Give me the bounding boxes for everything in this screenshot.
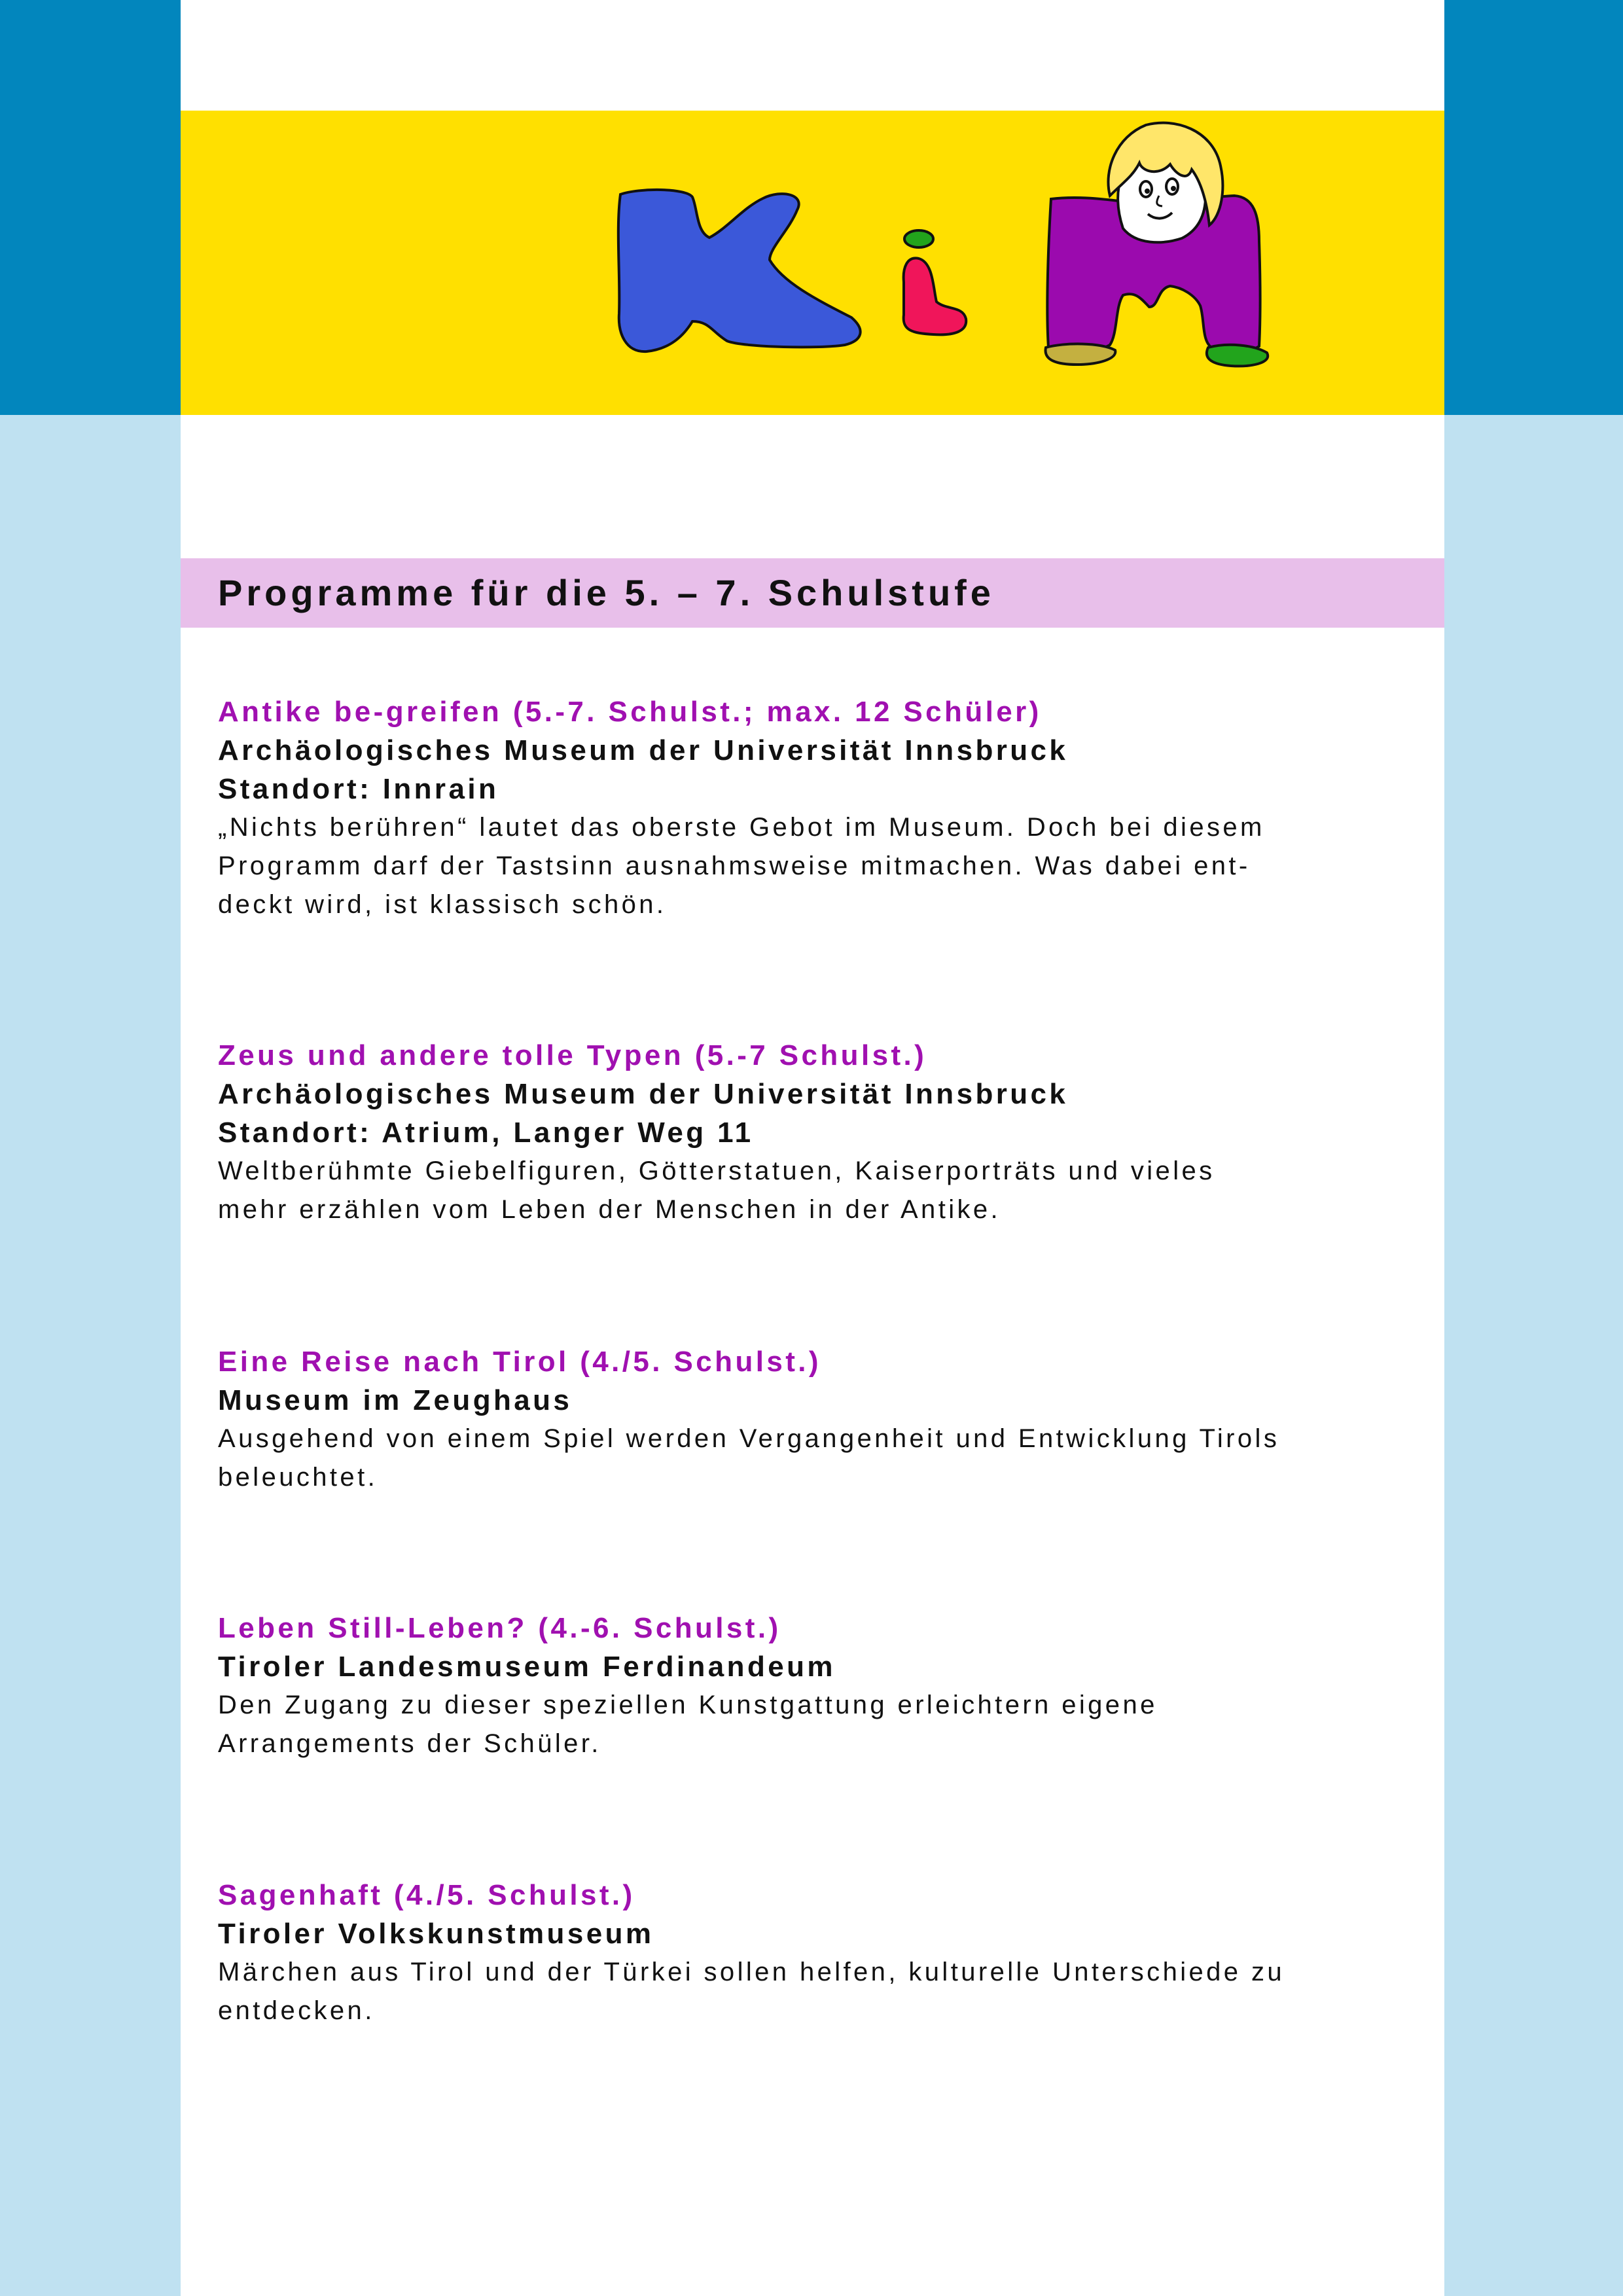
program-title: Leben Still-Leben? (4.-6. Schulst.) bbox=[218, 1612, 781, 1644]
logo-right-foot bbox=[1207, 345, 1268, 367]
logo-letter-k bbox=[618, 190, 861, 351]
program-item bbox=[218, 1609, 1422, 1763]
program-museum: Tiroler Volkskunstmuseum bbox=[218, 1918, 654, 1950]
program-title: Eine Reise nach Tirol (4./5. Schulst.) bbox=[218, 1346, 821, 1378]
page-column bbox=[181, 0, 1444, 2296]
program-location: Standort: Atrium, Langer Weg 11 bbox=[218, 1117, 754, 1149]
logo-letter-i bbox=[904, 258, 967, 334]
logo-letter-i-dot bbox=[904, 230, 933, 247]
section-header-bar bbox=[181, 558, 1444, 628]
header-banner bbox=[181, 111, 1444, 415]
program-item bbox=[218, 692, 1422, 924]
program-museum: Archäologisches Museum der Universität Innsbruck bbox=[218, 734, 1069, 766]
program-description: Weltberühmte Giebelfiguren, Götterstatuen, Kaiserporträts und vieles mehr erzählen vom Leben der Menschen in der Antike. bbox=[218, 1157, 1215, 1224]
program-description: „Nichts berühren“ lautet das oberste Gebot im Museum. Doch bei diesem Programm darf der Tastsinn ausnahmsweise mitmachen. Was dabei ent- deckt wird, ist klassisch schön. bbox=[218, 813, 1265, 919]
program-description: Den Zugang zu dieser speziellen Kunstgattung erleichtern eigene Arrangements der Schüler. bbox=[218, 1691, 1158, 1758]
section-title: Programme für die 5. – 7. Schulstufe bbox=[218, 572, 995, 613]
program-title: Antike be-greifen (5.-7. Schulst.; max. 12 Schüler) bbox=[218, 696, 1042, 728]
program-item bbox=[218, 1342, 1422, 1497]
program-description: Märchen aus Tirol und der Türkei sollen helfen, kulturelle Unterschiede zu entdecken. bbox=[218, 1958, 1285, 2025]
program-item bbox=[218, 1036, 1422, 1229]
program-title: Zeus und andere tolle Typen (5.-7 Schulst.) bbox=[218, 1039, 927, 1071]
kim-logo bbox=[181, 111, 1444, 415]
right-blue-band bbox=[1444, 0, 1623, 415]
program-item bbox=[218, 1876, 1422, 2030]
program-location: Standort: Innrain bbox=[218, 773, 499, 805]
program-museum: Tiroler Landesmuseum Ferdinandeum bbox=[218, 1651, 836, 1683]
program-description: Ausgehend von einem Spiel werden Vergangenheit und Entwicklung Tirols beleuchtet. bbox=[218, 1424, 1280, 1492]
program-title: Sagenhaft (4./5. Schulst.) bbox=[218, 1879, 635, 1911]
left-blue-band bbox=[0, 0, 181, 415]
program-museum: Museum im Zeughaus bbox=[218, 1384, 573, 1416]
logo-left-foot bbox=[1046, 344, 1116, 365]
program-museum: Archäologisches Museum der Universität Innsbruck bbox=[218, 1078, 1069, 1110]
